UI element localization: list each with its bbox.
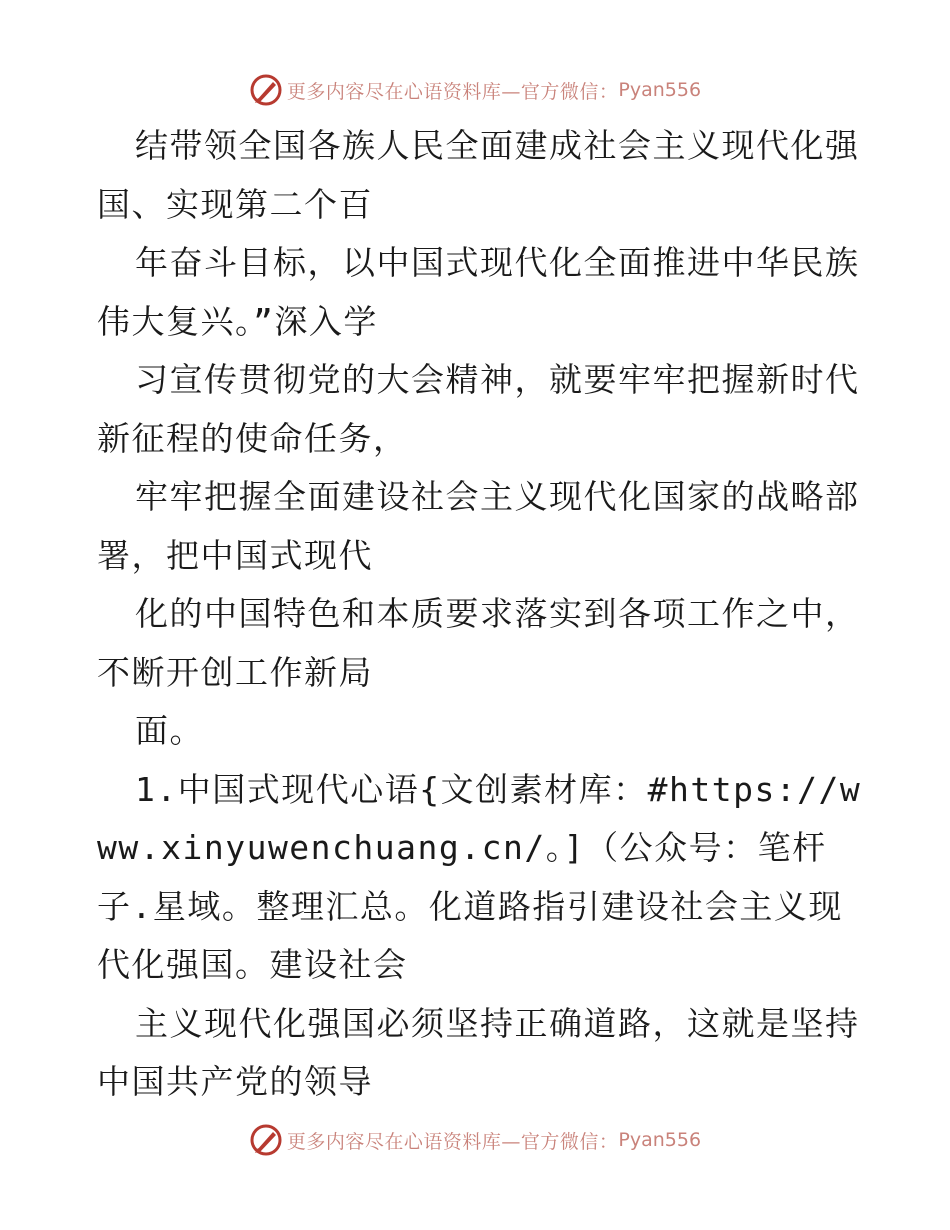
header-banner (0, 70, 950, 110)
paragraph: 1.中国式现代心语{文创素材库：#https://www.xinyuwenchuang.cn/。]（公众号：笔杆子.星域。整理汇总。化道路指引建设社会主义现代化强国。建设社会 (97, 769, 862, 984)
paragraph: 面。 (135, 711, 204, 750)
document-body (97, 117, 867, 1112)
footer-banner (0, 1120, 950, 1160)
paragraph: 化的中国特色和本质要求落实到各项工作之中，不断开创工作新局 (97, 594, 860, 692)
paragraph: 习宣传贯彻党的大会精神，就要牢牢把握新时代新征程的使命任务， (97, 360, 860, 458)
paragraph: 结带领全国各族人民全面建成社会主义现代化强国、实现第二个百 (97, 126, 860, 224)
quill-pen-logo-icon (249, 1123, 283, 1157)
paragraph: 年奋斗目标，以中国式现代化全面推进中华民族伟大复兴。”深入学 (97, 243, 860, 341)
header-banner-text: 更多内容尽在心语资料库—官方微信： (286, 80, 619, 103)
footer-banner-text: 更多内容尽在心语资料库—官方微信： (286, 1130, 619, 1153)
header-wechat-id: Pyan556 (618, 79, 702, 101)
quill-pen-logo-icon (249, 73, 283, 107)
footer-wechat-id: Pyan556 (618, 1129, 702, 1151)
paragraph: 主义现代化强国必须坚持正确道路，这就是坚持中国共产党的领导 (97, 1003, 860, 1101)
paragraph: 牢牢把握全面建设社会主义现代化国家的战略部署，把中国式现代 (97, 477, 860, 575)
